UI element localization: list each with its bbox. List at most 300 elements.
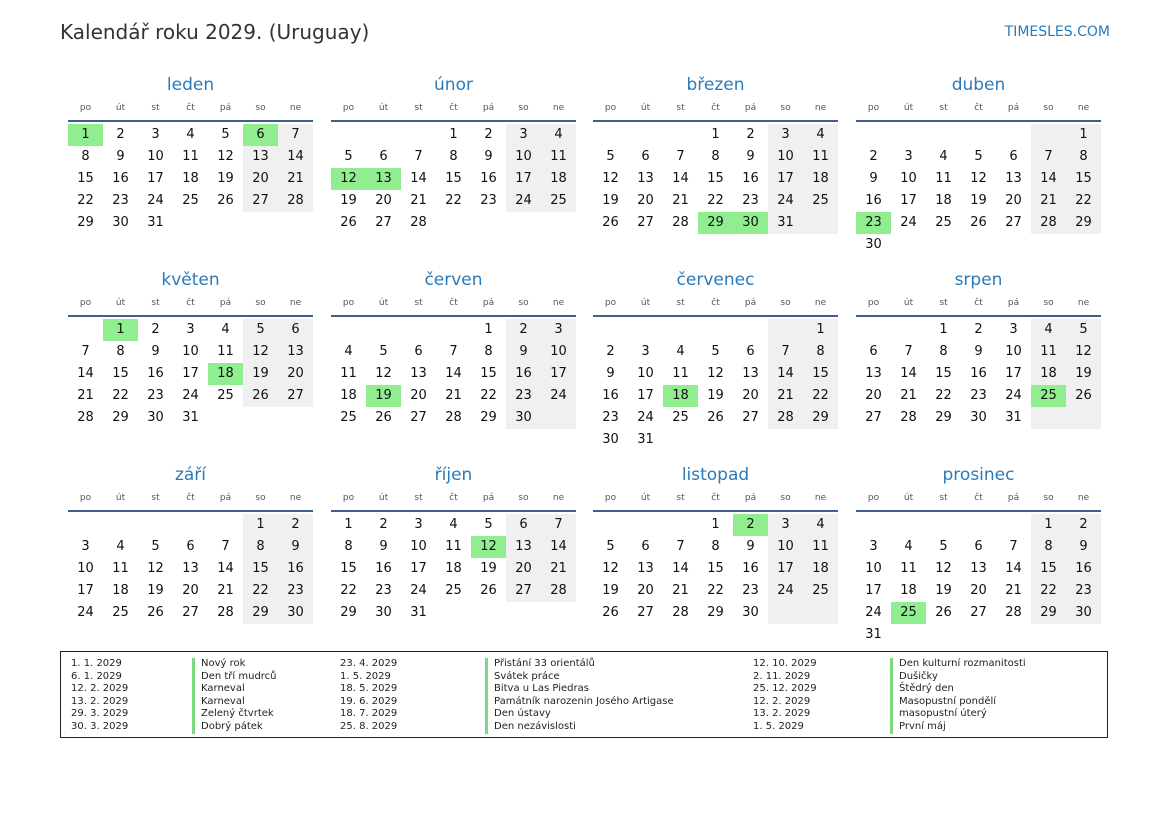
day-cell: 28 bbox=[672, 215, 689, 230]
weekday-header bbox=[856, 488, 1101, 512]
empty-cell bbox=[768, 602, 803, 624]
legend-date: 1. 5. 2029 bbox=[753, 721, 804, 732]
day-cell: 31 bbox=[182, 410, 199, 425]
day-cell: 20 bbox=[970, 583, 987, 598]
day-cell: 1 bbox=[803, 319, 838, 341]
day-cell: 17 bbox=[77, 583, 94, 598]
day-cell: 15 bbox=[803, 363, 838, 385]
day-cell: 21 bbox=[1005, 583, 1022, 598]
day-cell: 19 bbox=[366, 385, 401, 407]
month-10 bbox=[331, 464, 576, 624]
day-cell: 19 bbox=[1066, 363, 1101, 385]
day-cell: 5 bbox=[606, 149, 615, 164]
empty-cell bbox=[733, 319, 768, 341]
empty-cell bbox=[278, 212, 313, 234]
day-cell: 6 bbox=[974, 539, 983, 554]
day-cell: 10 bbox=[147, 149, 164, 164]
day-cell: 21 bbox=[672, 193, 689, 208]
weekday-label: ne bbox=[1077, 298, 1090, 308]
legend-date: 19. 6. 2029 bbox=[340, 695, 398, 707]
legend-date: 12. 10. 2029 bbox=[753, 658, 817, 669]
weekday-label: čt bbox=[711, 103, 720, 113]
day-cell: 11 bbox=[217, 344, 234, 359]
day-cell: 16 bbox=[865, 193, 882, 208]
day-cell: 22 bbox=[445, 193, 462, 208]
weekday-label: út bbox=[115, 103, 126, 113]
day-cell: 10 bbox=[77, 561, 94, 576]
legend-date: 2. 11. 2029 bbox=[753, 670, 811, 682]
day-cell: 5 bbox=[151, 539, 160, 554]
day-cell: 27 bbox=[375, 215, 392, 230]
month-4 bbox=[856, 74, 1101, 256]
day-cell: 16 bbox=[278, 558, 313, 580]
empty-cell bbox=[856, 514, 891, 536]
weekday-label: ne bbox=[1077, 493, 1090, 503]
day-cell: 30 bbox=[506, 407, 541, 429]
weekday-label: ne bbox=[552, 103, 565, 113]
legend-holiday-name: Karneval bbox=[192, 683, 245, 696]
weekday-label: ne bbox=[289, 493, 302, 503]
weekday-label: pá bbox=[482, 493, 495, 503]
legend-date: 23. 4. 2029 bbox=[340, 658, 398, 669]
day-cell: 18 bbox=[208, 363, 243, 385]
weekday-label: so bbox=[1043, 298, 1054, 308]
empty-cell bbox=[68, 319, 103, 341]
day-cell: 9 bbox=[606, 366, 615, 381]
empty-cell bbox=[1066, 624, 1101, 646]
empty-cell bbox=[173, 514, 208, 536]
empty-cell bbox=[471, 212, 506, 234]
day-cell: 20 bbox=[278, 363, 313, 385]
weekday-label: út bbox=[640, 493, 651, 503]
day-grid bbox=[856, 319, 1101, 429]
day-cell: 1 bbox=[1031, 514, 1066, 536]
empty-cell bbox=[891, 124, 926, 146]
day-cell: 18 bbox=[935, 193, 952, 208]
day-cell: 20 bbox=[182, 583, 199, 598]
empty-cell bbox=[593, 124, 628, 146]
day-cell: 19 bbox=[602, 583, 619, 598]
day-cell: 2 bbox=[116, 127, 125, 142]
day-cell: 5 bbox=[974, 149, 983, 164]
weekday-header bbox=[68, 488, 313, 512]
day-cell: 21 bbox=[445, 388, 462, 403]
month-name: prosinec bbox=[942, 465, 1015, 485]
day-cell: 21 bbox=[900, 388, 917, 403]
weekday-label: út bbox=[378, 298, 389, 308]
day-cell: 4 bbox=[449, 517, 458, 532]
day-cell: 5 bbox=[606, 539, 615, 554]
legend-holiday-name: Den tří mudrců bbox=[192, 671, 277, 684]
day-cell: 30 bbox=[970, 410, 987, 425]
day-cell: 11 bbox=[803, 146, 838, 168]
day-cell: 15 bbox=[112, 366, 129, 381]
weekday-header bbox=[331, 98, 576, 122]
day-cell: 12 bbox=[602, 561, 619, 576]
day-cell: 21 bbox=[541, 558, 576, 580]
day-cell: 19 bbox=[602, 193, 619, 208]
day-cell: 18 bbox=[112, 583, 129, 598]
day-cell: 2 bbox=[1066, 514, 1101, 536]
empty-cell bbox=[996, 624, 1031, 646]
empty-cell bbox=[961, 624, 996, 646]
day-cell: 26 bbox=[480, 583, 497, 598]
empty-cell bbox=[208, 407, 243, 429]
day-cell: 27 bbox=[742, 410, 759, 425]
day-cell: 8 bbox=[1066, 146, 1101, 168]
day-cell: 1 bbox=[711, 517, 720, 532]
day-cell: 28 bbox=[1031, 212, 1066, 234]
day-cell: 25 bbox=[1031, 385, 1066, 407]
day-cell: 10 bbox=[900, 171, 917, 186]
day-cell: 21 bbox=[217, 583, 234, 598]
weekday-label: čt bbox=[449, 103, 458, 113]
day-cell: 3 bbox=[541, 319, 576, 341]
day-cell: 10 bbox=[182, 344, 199, 359]
weekday-label: so bbox=[518, 103, 529, 113]
legend-holiday-name: Den kulturní rozmanitosti bbox=[890, 658, 1026, 671]
day-cell: 16 bbox=[742, 171, 759, 186]
day-cell: 17 bbox=[410, 561, 427, 576]
day-cell: 23 bbox=[742, 193, 759, 208]
legend-holiday-name: Dobrý pátek bbox=[192, 721, 263, 734]
weekday-header bbox=[593, 293, 838, 317]
weekday-label: čt bbox=[449, 298, 458, 308]
day-cell: 8 bbox=[344, 539, 353, 554]
day-cell: 29 bbox=[698, 212, 733, 234]
weekday-label: čt bbox=[449, 493, 458, 503]
empty-cell bbox=[856, 124, 891, 146]
month-12 bbox=[856, 464, 1101, 646]
weekday-label: ne bbox=[552, 298, 565, 308]
day-cell: 24 bbox=[147, 193, 164, 208]
weekday-label: po bbox=[604, 493, 617, 503]
day-cell: 4 bbox=[676, 344, 685, 359]
day-cell: 26 bbox=[340, 215, 357, 230]
day-cell: 30 bbox=[147, 410, 164, 425]
weekday-label: ne bbox=[814, 493, 827, 503]
day-cell: 24 bbox=[768, 190, 803, 212]
day-cell: 27 bbox=[637, 215, 654, 230]
day-cell: 19 bbox=[970, 193, 987, 208]
day-cell: 8 bbox=[1031, 536, 1066, 558]
day-cell: 28 bbox=[541, 580, 576, 602]
day-cell: 21 bbox=[672, 583, 689, 598]
day-cell: 16 bbox=[970, 366, 987, 381]
day-cell: 19 bbox=[217, 171, 234, 186]
day-cell: 15 bbox=[707, 561, 724, 576]
day-cell: 4 bbox=[221, 322, 230, 337]
day-cell: 13 bbox=[366, 168, 401, 190]
day-cell: 24 bbox=[506, 190, 541, 212]
day-grid bbox=[593, 319, 838, 451]
empty-cell bbox=[733, 429, 768, 451]
day-cell: 27 bbox=[970, 605, 987, 620]
day-cell: 6 bbox=[1009, 149, 1018, 164]
day-cell: 2 bbox=[869, 149, 878, 164]
legend-date: 6. 1. 2029 bbox=[71, 670, 122, 682]
day-cell: 3 bbox=[506, 124, 541, 146]
month-6 bbox=[331, 269, 576, 429]
day-cell: 15 bbox=[243, 558, 278, 580]
empty-cell bbox=[593, 319, 628, 341]
day-cell: 3 bbox=[151, 127, 160, 142]
empty-cell bbox=[541, 407, 576, 429]
legend-holiday-name: masopustní úterý bbox=[890, 708, 987, 721]
day-cell: 23 bbox=[278, 580, 313, 602]
day-cell: 14 bbox=[278, 146, 313, 168]
empty-cell bbox=[436, 602, 471, 624]
legend-date: 29. 3. 2029 bbox=[71, 708, 129, 720]
day-cell: 29 bbox=[803, 407, 838, 429]
empty-cell bbox=[803, 602, 838, 624]
day-cell: 7 bbox=[541, 514, 576, 536]
weekday-label: so bbox=[780, 103, 791, 113]
weekday-label: út bbox=[378, 493, 389, 503]
day-grid bbox=[331, 514, 576, 624]
brand-link[interactable]: TIMESLES.COM bbox=[1004, 24, 1110, 40]
weekday-label: po bbox=[79, 298, 92, 308]
day-cell: 24 bbox=[1005, 388, 1022, 403]
day-cell: 19 bbox=[340, 193, 357, 208]
weekday-label: st bbox=[151, 298, 160, 308]
day-cell: 13 bbox=[506, 536, 541, 558]
month-name: únor bbox=[434, 75, 473, 95]
day-cell: 12 bbox=[1066, 341, 1101, 363]
weekday-label: st bbox=[939, 103, 948, 113]
day-cell: 30 bbox=[742, 605, 759, 620]
weekday-label: po bbox=[867, 298, 880, 308]
day-cell: 4 bbox=[344, 344, 353, 359]
day-cell: 3 bbox=[186, 322, 195, 337]
day-cell: 16 bbox=[506, 363, 541, 385]
day-grid bbox=[593, 124, 838, 234]
day-cell: 5 bbox=[344, 149, 353, 164]
month-3 bbox=[593, 74, 838, 234]
empty-cell bbox=[856, 319, 891, 341]
day-cell: 22 bbox=[77, 193, 94, 208]
legend-date: 1. 1. 2029 bbox=[71, 658, 122, 669]
weekday-label: po bbox=[342, 493, 355, 503]
weekday-label: po bbox=[342, 298, 355, 308]
weekday-label: st bbox=[676, 298, 685, 308]
day-cell: 29 bbox=[1031, 602, 1066, 624]
day-cell: 7 bbox=[414, 149, 423, 164]
day-cell: 22 bbox=[243, 580, 278, 602]
day-cell: 8 bbox=[116, 344, 125, 359]
day-cell: 10 bbox=[865, 561, 882, 576]
day-cell: 28 bbox=[445, 410, 462, 425]
day-cell: 1 bbox=[344, 517, 353, 532]
day-cell: 5 bbox=[939, 539, 948, 554]
day-cell: 21 bbox=[77, 388, 94, 403]
weekday-label: čt bbox=[974, 298, 983, 308]
day-cell: 9 bbox=[484, 149, 493, 164]
empty-cell bbox=[663, 124, 698, 146]
day-cell: 4 bbox=[803, 514, 838, 536]
day-cell: 10 bbox=[410, 539, 427, 554]
day-cell: 14 bbox=[900, 366, 917, 381]
weekday-label: so bbox=[255, 298, 266, 308]
day-cell: 16 bbox=[742, 561, 759, 576]
day-cell: 29 bbox=[77, 215, 94, 230]
empty-cell bbox=[471, 602, 506, 624]
month-name: listopad bbox=[681, 465, 750, 485]
day-cell: 28 bbox=[768, 407, 803, 429]
day-cell: 14 bbox=[541, 536, 576, 558]
weekday-label: so bbox=[255, 103, 266, 113]
day-cell: 25 bbox=[112, 605, 129, 620]
day-cell: 23 bbox=[742, 583, 759, 598]
weekday-label: čt bbox=[711, 493, 720, 503]
day-cell: 9 bbox=[746, 539, 755, 554]
day-cell: 10 bbox=[541, 341, 576, 363]
day-cell: 14 bbox=[672, 561, 689, 576]
day-cell: 30 bbox=[1066, 602, 1101, 624]
day-cell: 29 bbox=[707, 605, 724, 620]
day-cell: 8 bbox=[243, 536, 278, 558]
day-cell: 4 bbox=[186, 127, 195, 142]
day-cell: 23 bbox=[856, 212, 891, 234]
weekday-label: pá bbox=[219, 493, 232, 503]
day-cell: 26 bbox=[602, 605, 619, 620]
day-cell: 31 bbox=[410, 605, 427, 620]
weekday-header bbox=[856, 293, 1101, 317]
day-cell: 7 bbox=[449, 344, 458, 359]
day-cell: 6 bbox=[243, 124, 278, 146]
day-cell: 30 bbox=[278, 602, 313, 624]
day-cell: 25 bbox=[445, 583, 462, 598]
page-title: Kalendář roku 2029. (Uruguay) bbox=[60, 20, 370, 44]
day-cell: 6 bbox=[641, 539, 650, 554]
empty-cell bbox=[891, 514, 926, 536]
day-cell: 20 bbox=[637, 583, 654, 598]
day-cell: 1 bbox=[711, 127, 720, 142]
day-cell: 31 bbox=[637, 432, 654, 447]
empty-cell bbox=[961, 124, 996, 146]
day-cell: 24 bbox=[900, 215, 917, 230]
day-cell: 10 bbox=[768, 536, 803, 558]
legend-date: 13. 2. 2029 bbox=[753, 708, 811, 720]
empty-cell bbox=[803, 429, 838, 451]
day-cell: 13 bbox=[970, 561, 987, 576]
empty-cell bbox=[506, 602, 541, 624]
day-cell: 16 bbox=[480, 171, 497, 186]
day-cell: 9 bbox=[974, 344, 983, 359]
weekday-label: po bbox=[867, 103, 880, 113]
day-cell: 1 bbox=[484, 322, 493, 337]
weekday-label: ne bbox=[814, 298, 827, 308]
empty-cell bbox=[103, 514, 138, 536]
day-cell: 3 bbox=[904, 149, 913, 164]
day-cell: 2 bbox=[606, 344, 615, 359]
day-cell: 15 bbox=[707, 171, 724, 186]
day-cell: 23 bbox=[970, 388, 987, 403]
day-cell: 4 bbox=[116, 539, 125, 554]
day-cell: 26 bbox=[602, 215, 619, 230]
day-cell: 14 bbox=[217, 561, 234, 576]
month-name: březen bbox=[686, 75, 745, 95]
weekday-label: po bbox=[604, 103, 617, 113]
day-cell: 20 bbox=[410, 388, 427, 403]
day-cell: 8 bbox=[939, 344, 948, 359]
empty-cell bbox=[663, 514, 698, 536]
day-cell: 16 bbox=[602, 388, 619, 403]
day-cell: 3 bbox=[768, 124, 803, 146]
empty-cell bbox=[996, 124, 1031, 146]
day-cell: 31 bbox=[865, 627, 882, 642]
day-cell: 13 bbox=[637, 171, 654, 186]
day-grid bbox=[856, 514, 1101, 646]
day-cell: 16 bbox=[375, 561, 392, 576]
weekday-label: čt bbox=[974, 493, 983, 503]
empty-cell bbox=[628, 124, 663, 146]
day-cell: 12 bbox=[707, 366, 724, 381]
month-2 bbox=[331, 74, 576, 234]
day-cell: 29 bbox=[935, 410, 952, 425]
weekday-label: st bbox=[414, 298, 423, 308]
day-cell: 30 bbox=[733, 212, 768, 234]
weekday-label: pá bbox=[219, 103, 232, 113]
day-cell: 20 bbox=[865, 388, 882, 403]
day-cell: 13 bbox=[865, 366, 882, 381]
weekday-label: po bbox=[604, 298, 617, 308]
weekday-label: út bbox=[378, 103, 389, 113]
empty-cell bbox=[628, 514, 663, 536]
day-cell: 11 bbox=[935, 171, 952, 186]
day-cell: 6 bbox=[746, 344, 755, 359]
legend-date: 25. 8. 2029 bbox=[340, 721, 398, 732]
day-cell: 17 bbox=[147, 171, 164, 186]
empty-cell bbox=[331, 319, 366, 341]
day-cell: 6 bbox=[278, 319, 313, 341]
day-cell: 1 bbox=[68, 124, 103, 146]
day-cell: 2 bbox=[974, 322, 983, 337]
day-cell: 11 bbox=[112, 561, 129, 576]
weekday-label: čt bbox=[974, 103, 983, 113]
day-cell: 18 bbox=[445, 561, 462, 576]
day-cell: 20 bbox=[375, 193, 392, 208]
day-cell: 12 bbox=[217, 149, 234, 164]
legend-holiday-name: Štědrý den bbox=[890, 683, 954, 696]
day-cell: 18 bbox=[182, 171, 199, 186]
day-cell: 20 bbox=[742, 388, 759, 403]
weekday-label: ne bbox=[1077, 103, 1090, 113]
weekday-label: út bbox=[903, 103, 914, 113]
day-cell: 24 bbox=[410, 583, 427, 598]
day-cell: 25 bbox=[541, 190, 576, 212]
day-cell: 6 bbox=[414, 344, 423, 359]
empty-cell bbox=[663, 429, 698, 451]
day-cell: 21 bbox=[278, 168, 313, 190]
legend-date: 1. 5. 2029 bbox=[340, 670, 391, 682]
empty-cell bbox=[243, 212, 278, 234]
weekday-label: pá bbox=[219, 298, 232, 308]
day-cell: 5 bbox=[1066, 319, 1101, 341]
weekday-label: so bbox=[780, 493, 791, 503]
day-cell: 27 bbox=[506, 580, 541, 602]
day-cell: 19 bbox=[243, 363, 278, 385]
day-cell: 13 bbox=[243, 146, 278, 168]
holiday-legend bbox=[60, 651, 1108, 738]
empty-cell bbox=[401, 124, 436, 146]
day-cell: 11 bbox=[340, 366, 357, 381]
day-cell: 9 bbox=[1066, 536, 1101, 558]
day-cell: 12 bbox=[243, 341, 278, 363]
weekday-label: so bbox=[1043, 493, 1054, 503]
weekday-label: út bbox=[115, 298, 126, 308]
day-cell: 9 bbox=[746, 149, 755, 164]
